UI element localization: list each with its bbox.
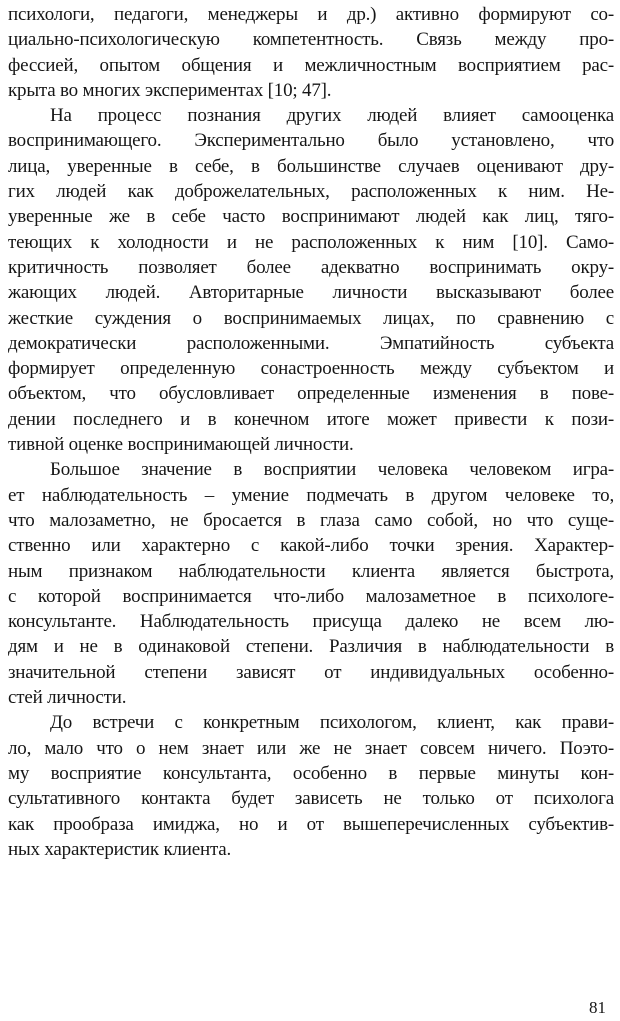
paragraph	[8, 2, 614, 103]
text-line: как прообраза имиджа, но и от вышеперечисленных субъектив-	[8, 813, 614, 835]
text-line: критичность позволяет более адекватно воспринимать окру-	[8, 256, 614, 278]
text-line: дям и не в одинаковой степени. Различия в наблюдательности в	[8, 636, 614, 658]
text-line: лица, уверенные в себе, в большинстве случаев оценивают дру-	[8, 155, 614, 177]
text-line: циально-психологическую компетентность. Связь между про-	[8, 29, 614, 51]
text-line: ло, мало что о нем знает или же не знает совсем ничего. Поэто-	[8, 737, 614, 759]
text-line: тивной оценке воспринимающей личности.	[8, 434, 354, 456]
text-line: значительной степени зависят от индивидуальных особенно-	[8, 661, 614, 683]
text-line: На процесс познания других людей влияет самооценка	[50, 105, 614, 127]
text-line: формирует определенную сонастроенность между субъектом и	[8, 358, 614, 380]
text-line: ных характеристик клиента.	[8, 838, 232, 860]
text-line: что малозаметно, не бросается в глаза само собой, но что суще-	[8, 509, 614, 531]
text-line: теющих к холодности и не расположенных к ним [10]. Само-	[8, 231, 614, 253]
text-line: психологи, педагоги, менеджеры и др.) активно формируют со-	[8, 4, 614, 25]
body-text	[8, 2, 614, 862]
text-line: стей личности.	[8, 687, 127, 709]
text-line: жесткие суждения о воспринимаемых лицах, по сравнению с	[8, 307, 614, 329]
text-line: Большое значение в восприятии человека человеком игра-	[50, 459, 614, 481]
text-line: сультативного контакта будет зависеть не только от психолога	[8, 788, 614, 810]
text-line: му восприятие консультанта, особенно в первые минуты кон-	[8, 762, 614, 784]
text-line: воспринимающего. Экспериментально было установлено, что	[8, 130, 614, 152]
text-line: уверенные же в себе часто воспринимают людей как лиц, тяго-	[8, 206, 614, 228]
text-line: фессией, опытом общения и межличностным восприятием рас-	[8, 54, 614, 76]
page-number: 81	[589, 998, 606, 1017]
paragraph	[8, 103, 614, 457]
text-line: жающих людей. Авторитарные личности высказывают более	[8, 282, 614, 304]
text-line: дении последнего и в конечном итоге может привести к пози-	[8, 408, 614, 430]
text-line: ственно или характерно с какой-либо точки зрения. Характер-	[8, 535, 614, 557]
text-line: с которой воспринимается что-либо малозаметное в психологе-	[8, 585, 614, 607]
text-line: гих людей как доброжелательных, расположенных к ним. Не-	[8, 181, 614, 203]
text-line: До встречи с конкретным психологом, клиент, как прави-	[50, 712, 614, 734]
paragraph	[8, 457, 614, 710]
text-line: объектом, что обусловливает определенные изменения в пове-	[8, 383, 614, 405]
paragraph	[8, 710, 614, 862]
text-line: ет наблюдательность – умение подмечать в другом человеке то,	[8, 484, 614, 506]
text-line: крыта во многих экспериментах [10; 47].	[8, 79, 332, 101]
text-line: ным признаком наблюдательности клиента является быстрота,	[8, 560, 614, 582]
text-line: консультанте. Наблюдательность присуща далеко не всем лю-	[8, 611, 614, 633]
text-line: демократически расположенными. Эмпатийность субъекта	[8, 332, 614, 354]
